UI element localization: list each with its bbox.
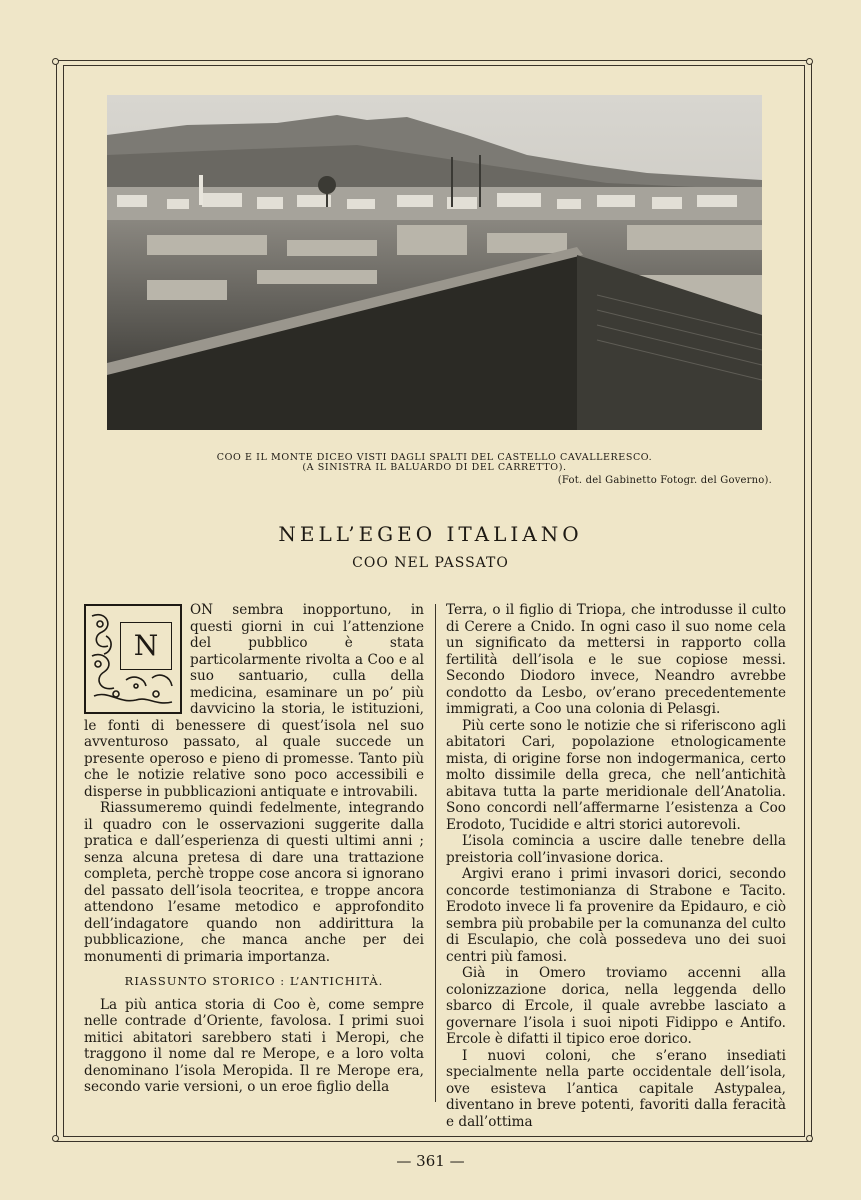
corner-ornament xyxy=(806,1135,813,1142)
paragraph: L’isola comincia a uscire dalle tenebre della preistoria coll’invasione dorica. xyxy=(446,833,786,866)
dropcap-letter: N xyxy=(120,622,172,670)
photo-caption-line1: COO E IL MONTE DICEO VISTI DAGLI SPALTI DEL CASTELLO CAVALLERESCO. xyxy=(216,452,653,463)
paragraph: La più antica storia di Coo è, come sempre nelle contrade d’Oriente, favolosa. I primi suoi mitici abitatori sarebbero stati i Meropi, che traggono il nome dal re Merope, e a loro volta denominano l’isola Meropida. Il re Merope era, secondo varie versioni, o un eroe figlio della xyxy=(84,996,424,1095)
page-number: — 361 — xyxy=(396,1152,465,1170)
photo-caption-line2: (A SINISTRA IL BALUARDO DI DEL CARRETTO). xyxy=(302,462,567,473)
decorative-initial xyxy=(84,604,182,714)
paragraph: Argivi erano i primi invasori dorici, secondo concorde testimonianza di Strabone e Tacito. Erodoto invece li fa provenire da Epidauro, e ciò sembra più probabile per la comunanza del culto di Esculapio, che colà possedeva uno dei suoi centri più famosi. xyxy=(446,866,786,965)
article-subtitle: COO NEL PASSATO xyxy=(352,555,509,571)
paragraph: Già in Omero troviamo accenni alla colonizzazione dorica, nella leggenda dello sbarco di Ercole, il quale avrebbe lasciato a governare l’isola i suoi nipoti Fidippo e Antifo. Ercole è difatti il tipico eroe dorico. xyxy=(446,965,786,1047)
article-title: NELL’EGEO ITALIANO xyxy=(278,522,583,546)
paragraph: Più certe sono le notizie che si riferiscono agli abitatori Cari, popolazione etnologicamente mista, di origine forse non indogermanica, certo molto dissimile della greca, che nell’antichità abitava tutta la parte meridionale dell’Anatolia. Sono concordi nell’affermarne l’esistenza a Coo Erodoto, Tucidide e altri storici autorevoli. xyxy=(446,717,786,833)
column-divider xyxy=(435,604,436,1102)
paragraph: ON sembra inopportuno, in questi giorni in cui l’attenzione del pubblico è stata particolarmente rivolta a Coo e al suo santuario, culla della medicina, esaminare un po’ più davvicino la storia, le istituzioni, le fonti di benessere di quest’isola nel suo avventuroso passato, al quale succede un presente operoso e pieno di promesse. Tanto più che le notizie relative sono poco accessibili e disperse in pubblicazioni antiquate e introvabili. xyxy=(84,602,424,800)
section-heading: RIASSUNTO STORICO : L’ANTICHITÀ. xyxy=(124,974,384,988)
paragraph: Terra, o il figlio di Triopa, che introdusse il culto di Cerere a Cnido. In ogni caso il suo nome cela un significato da mettersi in rapporto colla fertilità dell’isola e le sue copiose messi. Secondo Diodoro invece, Neandro avrebbe condotto da Lesbo, ov’erano precedentemente immigrati, a Coo una colonia di Pelasgi. xyxy=(446,602,786,717)
corner-ornament xyxy=(52,1135,59,1142)
right-column xyxy=(446,602,786,1130)
corner-ornament xyxy=(52,58,59,65)
landscape-photo xyxy=(107,95,762,430)
corner-ornament xyxy=(806,58,813,65)
paragraph: I nuovi coloni, che s’erano insediati specialmente nella parte occidentale dell’isola, ove esisteva l’antica capitale Astypalea, diventano in breve potenti, favoriti dalla feracità e dall’ottima xyxy=(446,1047,786,1130)
photo-illustration xyxy=(107,95,762,430)
paragraph: Riassumeremo quindi fedelmente, integrando il quadro con le osservazioni suggerite dalla pratica e dall’esperienza di questi ultimi anni ; senza alcuna pretesa di dare una trattazione completa, perchè troppe cose ancora si ignorano del passato dell’isola teocritea, e troppe ancora attendono l’esame metodico e approfondito dell’indagatore quando non addirittura la pubblicazione, che manca anche per dei monumenti di primaria importanza. xyxy=(84,800,424,965)
photo-credit: (Fot. del Gabinetto Fotogr. del Governo). xyxy=(557,475,772,486)
left-column xyxy=(84,602,424,1096)
